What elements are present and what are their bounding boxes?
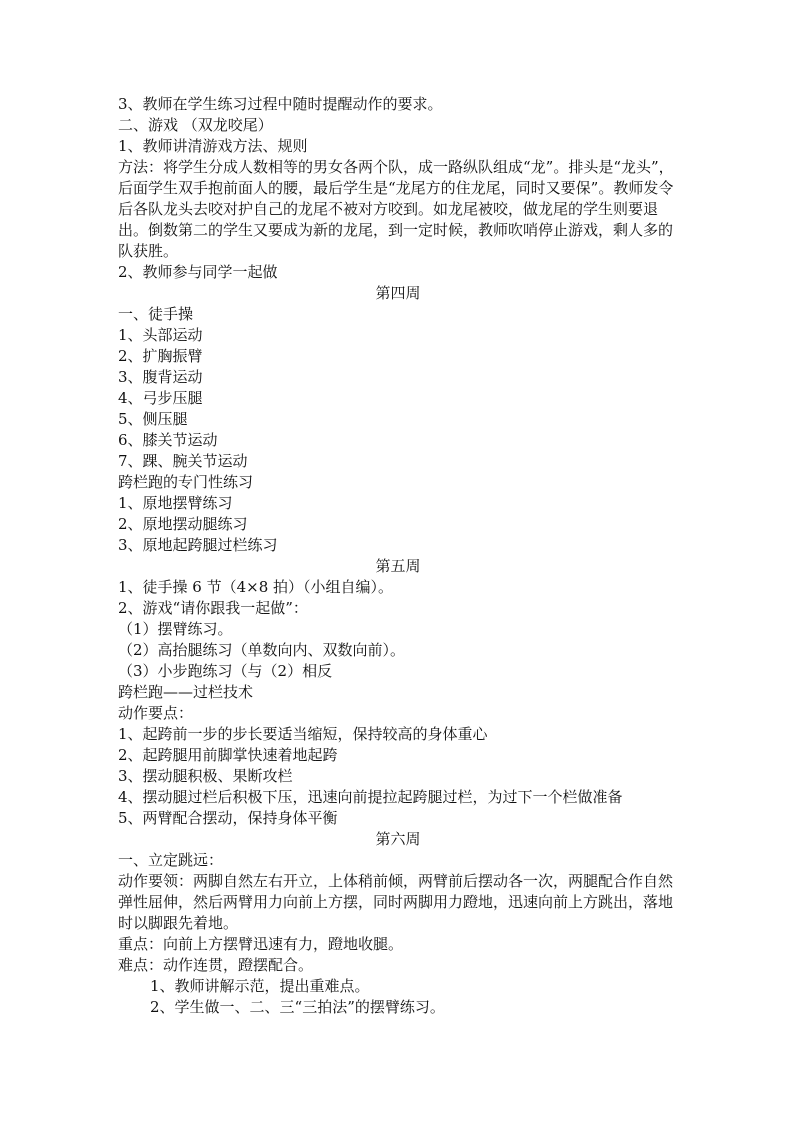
section-week-4	[118, 283, 678, 556]
text-line: 7、踝、腕关节运动	[118, 452, 248, 470]
text-line: 1、徒手操 6 节（4×8 拍）（小组自编）。	[118, 578, 394, 596]
paragraph-method: 方法：将学生分成人数相等的男女各两个队，成一路纵队组成“龙”。排头是“龙头”，后面学生双手抱前面人的腰，最后学生是“龙尾方的住龙尾，同时又要保”。教师发令后各队龙头去咬对护自己的龙尾不被对方咬到。如龙尾被咬，做龙尾的学生则要退出。倒数第二的学生又要成为新的龙尾，到一定时候，教师吹哨停止游戏，剩人多的队获胜。	[118, 158, 674, 260]
text-line: 2、游戏“请你跟我一起做”：	[118, 599, 308, 617]
text-line: 3、原地起跨腿过栏练习	[118, 536, 278, 554]
text-line: 2、扩胸振臂	[118, 347, 203, 365]
text-line: （2）高抬腿练习（单数向内、双数向前）。	[118, 641, 406, 659]
text-line: 2、原地摆动腿练习	[118, 515, 248, 533]
text-line: 一、徒手操	[118, 305, 194, 323]
text-line: 5、两臂配合摆动，保持身体平衡	[118, 809, 338, 827]
text-line: 2、起跨腿用前脚掌快速着地起跨	[118, 746, 338, 764]
document-body	[118, 94, 678, 1018]
text-line: 1、起跨前一步的步长要适当缩短，保持较高的身体重心	[118, 725, 488, 743]
text-line: 4、弓步压腿	[118, 389, 203, 407]
text-line: 3、教师在学生练习过程中随时提醒动作的要求。	[118, 95, 443, 113]
indented-line: 2、学生做一、二、三“三拍法”的摆臂练习。	[150, 998, 445, 1016]
text-line: 跨栏跑——过栏技术	[118, 683, 254, 701]
text-line: （3）小步跑练习（与（2）相反	[118, 662, 333, 680]
text-line: 6、膝关节运动	[118, 431, 218, 449]
text-line: 二、游戏 （双龙咬尾）	[118, 116, 273, 134]
text-line: 难点：动作连贯，蹬摆配合。	[118, 956, 314, 974]
text-line: 一、立定跳远：	[118, 851, 224, 869]
section-game	[118, 94, 678, 283]
text-line: 4、摆动腿过栏后积极下压，迅速向前提拉起跨腿过栏，为过下一个栏做准备	[118, 788, 623, 806]
week-heading: 第五周	[375, 557, 421, 575]
section-week-5	[118, 556, 678, 829]
text-line: 跨栏跑的专门性练习	[118, 473, 254, 491]
week-heading: 第四周	[375, 284, 421, 302]
text-line: 5、侧压腿	[118, 410, 188, 428]
week-heading: 第六周	[375, 830, 421, 848]
paragraph-essentials: 动作要领：两脚自然左右开立，上体稍前倾，两臂前后摆动各一次，两腿配合作自然弹性屈伸，然后两臂用力向前上方摆，同时两脚用力蹬地，迅速向前上方跳出，落地时以脚跟先着地。	[118, 872, 674, 932]
text-line: 2、教师参与同学一起做	[118, 263, 278, 281]
text-line: 重点：向前上方摆臂迅速有力，蹬地收腿。	[118, 935, 404, 953]
section-week-6	[118, 829, 678, 1018]
text-line: 1、头部运动	[118, 326, 203, 344]
text-line: 3、摆动腿积极、果断攻栏	[118, 767, 293, 785]
text-line: 动作要点：	[118, 704, 194, 722]
text-line: 1、教师讲清游戏方法、规则	[118, 137, 308, 155]
text-line: 1、原地摆臂练习	[118, 494, 233, 512]
indented-line: 1、教师讲解示范，提出重难点。	[150, 977, 370, 995]
text-line: 3、腹背运动	[118, 368, 203, 386]
text-line: （1）摆臂练习。	[118, 620, 233, 638]
